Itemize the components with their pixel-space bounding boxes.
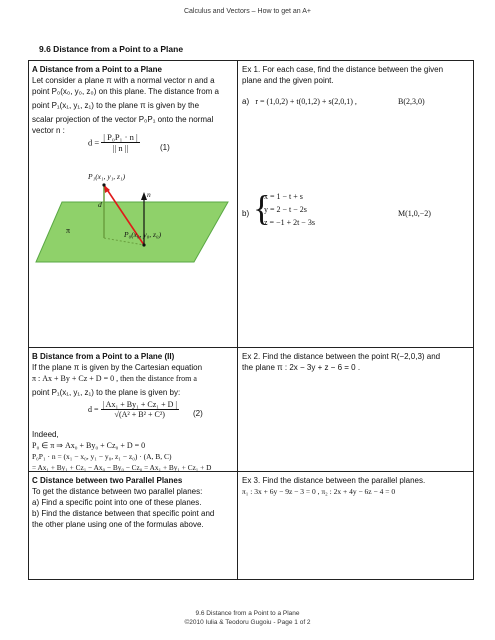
figure-label-n: n: [147, 190, 151, 199]
section-b-derivation-3: = Ax₁ + By₁ + Cz₁ − Ax₀ − By₀ − Cz₀ = Ax₁ + By₁ + Cz₁ + D: [32, 463, 212, 472]
point-p1: [102, 183, 105, 186]
example-3-line2: π₁ : 3x + 6y − 9z − 3 = 0 , π₂ : 2x + 4y − 6z − 4 = 0: [242, 487, 396, 496]
example-2: [238, 348, 472, 471]
section-b-derivation: [32, 429, 211, 473]
example-1b-brace: {: [253, 188, 271, 228]
footer-title: 9.6 Distance from a Point to a Plane: [195, 610, 300, 617]
example-1b-eq2: y = 2 − t − 2s: [264, 205, 307, 214]
example-2-line2: the plane π : 2x − 3y + z − 6 = 0 .: [242, 363, 361, 372]
section-b-line3: point P₁(x₁, y₁, z₁) to the plane is given by:: [32, 388, 181, 397]
section-b-derivation-2: P₀P₁ · n = (x₁ − x₀, y₁ − y₀, z₁ − z₀) · (A, B, C): [32, 452, 172, 461]
example-2-line1: Ex 2. Find the distance between the point R(−2,0,3) and: [242, 352, 441, 361]
section-a-title: A Distance from a Point to a Plane: [32, 65, 162, 74]
section-b-line1: If the plane π is given by the Cartesian equation: [32, 363, 203, 372]
section-b-derivation-1: P₀ ∈ π ⇒ Ax₀ + By₀ + Cz₀ + D = 0: [32, 441, 146, 450]
formula-1-tag: (1): [160, 143, 170, 152]
formula-2-lhs: d =: [88, 405, 99, 414]
example-1-line1: Ex 1. For each case, find the distance between the given: [242, 65, 444, 74]
section-a-line1: Let consider a plane π with a normal vector n and a: [32, 76, 215, 85]
point-p0: [142, 243, 145, 246]
section-b-title: B Distance from a Point to a Plane (II): [32, 352, 175, 361]
example-1a-equation: r = (1,0,2) + t(0,1,2) + s(2,0,1) ,: [255, 97, 357, 106]
example-1a: [242, 97, 357, 106]
formula-2-denominator: √(A² + B² + C²): [114, 410, 165, 419]
formula-2-fraction: [101, 400, 179, 419]
formula-2-numerator: | Ax₁ + By₁ + Cz₁ + D |: [102, 400, 177, 409]
formula-2: [88, 400, 179, 419]
section-a-line4: scalar projection of the vector P₀P₁ onto the normal: [32, 115, 214, 124]
example-1b-label: b): [242, 209, 250, 218]
figure-label-p1: P₁(x₁, y₁, z₁): [88, 172, 126, 181]
example-1a-label: a): [242, 97, 250, 106]
example-1b-system: [264, 190, 315, 229]
example-1b-eq1: x = 1 − t + s: [264, 192, 303, 201]
section-c-line1: To get the distance between two parallel planes:: [32, 487, 203, 496]
section-b-line2: π : Ax + By + Cz + D = 0 , then the distance from a: [32, 374, 197, 383]
formula-2-tag: (2): [193, 409, 203, 418]
plane-figure: [32, 168, 234, 266]
section-c: [28, 472, 237, 578]
example-1-line2: plane and the given point.: [242, 76, 334, 85]
formula-1-denominator: || n ||: [112, 143, 129, 153]
figure-label-p0: P₀(x₀, y₀, z₀): [124, 230, 162, 239]
page-header: Calculus and Vectors – How to get an A+: [183, 8, 312, 15]
formula-1-lhs: d =: [88, 137, 100, 148]
section-c-line4: the other plane using one of the formulas above.: [32, 520, 204, 529]
section-a-line2: point P₀(x₀, y₀, z₀) on this plane. The distance from a: [32, 87, 219, 96]
example-1b-point: M(1,0,−2): [398, 209, 431, 218]
example-1b-eq3: z = −1 + 2t − 3s: [264, 218, 315, 227]
formula-1-fraction: [101, 132, 139, 153]
section-b-indeed: Indeed,: [32, 430, 59, 439]
formula-1-numerator: | P₀P₁ · n |: [103, 132, 138, 142]
example-3: [238, 472, 472, 578]
section-a-line5: vector n :: [32, 126, 65, 135]
section-c-line3: b) Find the distance between that specific point and: [32, 509, 215, 518]
section-c-line2: a) Find a specific point into one of these planes.: [32, 498, 202, 507]
footer-copyright: ©2010 Iulia & Teodoru Gugoiu - Page 1 of 2: [184, 619, 311, 626]
section-c-title: C Distance between two Parallel Planes: [32, 476, 183, 485]
section-title: 9.6 Distance from a Point to a Plane: [39, 44, 184, 54]
section-a-line3: point P₁(x₁, y₁, z₁) to the plane π is given by the: [32, 101, 200, 110]
example-3-line1: Ex 3. Find the distance between the parallel planes.: [242, 476, 426, 485]
figure-label-d: d: [98, 200, 102, 209]
figure-label-pi: π: [66, 226, 71, 235]
example-1a-point: B(2,3,0): [398, 97, 425, 106]
formula-1: [88, 132, 140, 153]
